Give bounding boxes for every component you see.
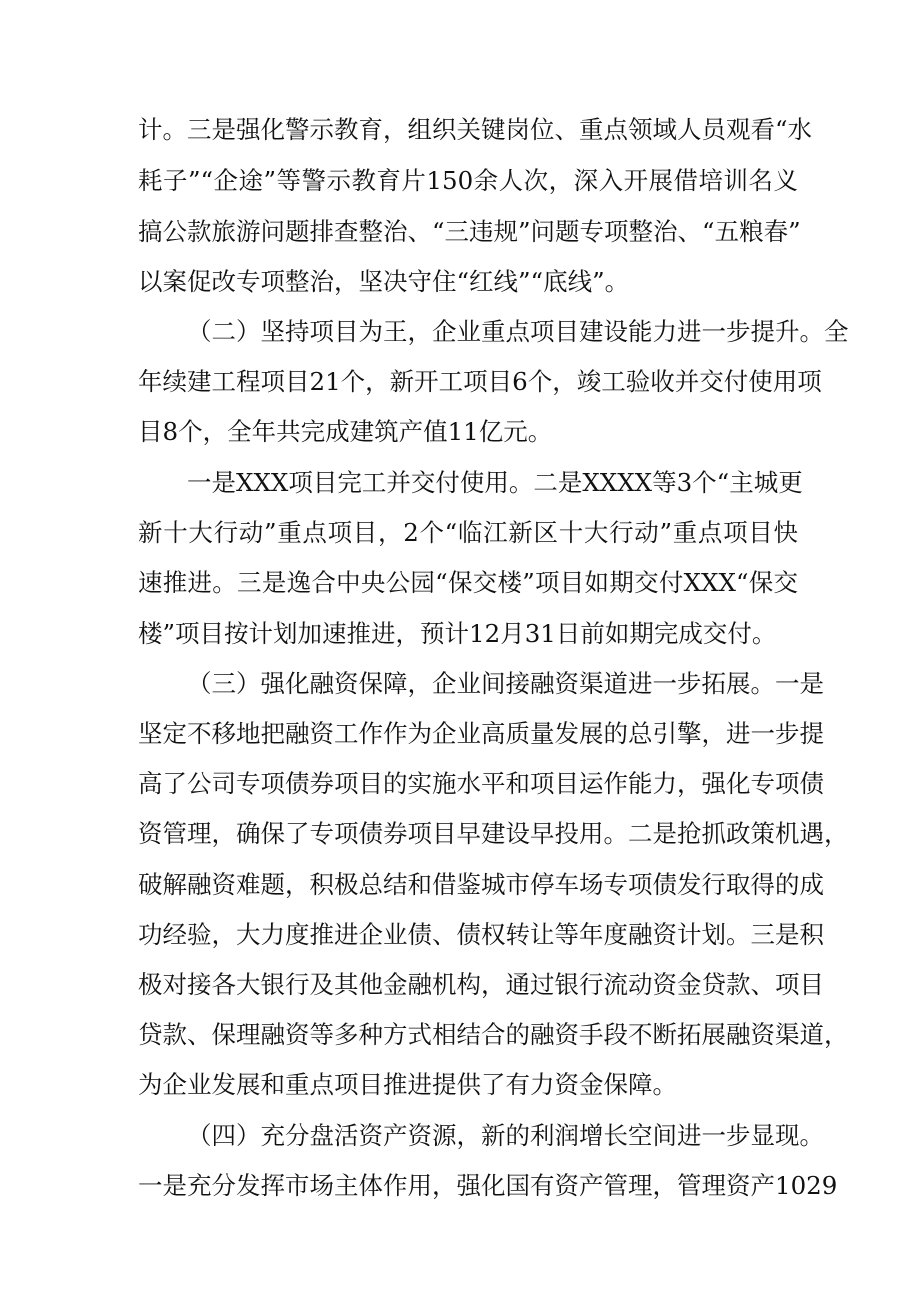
- paragraph-line: 楼”项目按计划加速推进，预计12月31日前如期完成交付。: [138, 619, 777, 648]
- paragraph-line: 搞公款旅游问题排查整治、“三违规”问题专项整治、“五粮春”: [138, 217, 801, 246]
- paragraph-line: 目8个，全年共完成建筑产值11亿元。: [138, 417, 553, 446]
- section-heading-line: （二）坚持项目为王，企业重点项目建设能力进一步提升。全: [187, 317, 849, 346]
- paragraph-line: 资管理，确保了专项债券项目早建设早投用。二是抢抓政策机遇，: [138, 819, 849, 848]
- paragraph-line: 坚定不移地把融资工作作为企业高质量发展的总引擎，进一步提: [138, 719, 824, 748]
- section-heading-line: （三）强化融资保障，企业间接融资渠道进一步拓展。一是: [187, 669, 824, 698]
- paragraph-line: 计。三是强化警示教育，组织关键岗位、重点领域人员观看“水: [138, 115, 813, 144]
- paragraph-line: 速推进。三是逸合中央公园“保交楼”项目如期交付XXX“保交: [138, 568, 798, 597]
- paragraph-line: 一是充分发挥市场主体作用，强化国有资产管理，管理资产1029: [138, 1171, 838, 1200]
- paragraph-line: 破解融资难题，积极总结和借鉴城市停车场专项债发行取得的成: [138, 870, 824, 899]
- paragraph-line: 功经验，大力度推进企业债、债权转让等年度融资计划。三是积: [138, 920, 824, 949]
- paragraph-line: 耗子”“企途”等警示教育片150余人次，深入开展借培训名义: [138, 166, 798, 195]
- section-heading-line: （四）充分盘活资产资源，新的利润增长空间进一步显现。: [187, 1121, 824, 1150]
- paragraph-line: 高了公司专项债券项目的实施水平和项目运作能力，强化专项债: [138, 769, 824, 798]
- paragraph-line: 一是XXX项目完工并交付使用。二是XXXX等3个“主城更: [187, 468, 803, 497]
- paragraph-line: 为企业发展和重点项目推进提供了有力资金保障。: [138, 1070, 677, 1099]
- paragraph-line: 以案促改专项整治，坚决守住“红线”“底线”。: [138, 267, 630, 296]
- paragraph-line: 新十大行动”重点项目，2个“临江新区十大行动”重点项目快: [138, 518, 798, 547]
- paragraph-line: 贷款、保理融资等多种方式相结合的融资手段不断拓展融资渠道，: [138, 1020, 849, 1049]
- paragraph-line: 极对接各大银行及其他金融机构，通过银行流动资金贷款、项目: [138, 970, 824, 999]
- paragraph-line: 年续建工程项目21个，新开工项目6个，竣工验收并交付使用项: [138, 367, 822, 396]
